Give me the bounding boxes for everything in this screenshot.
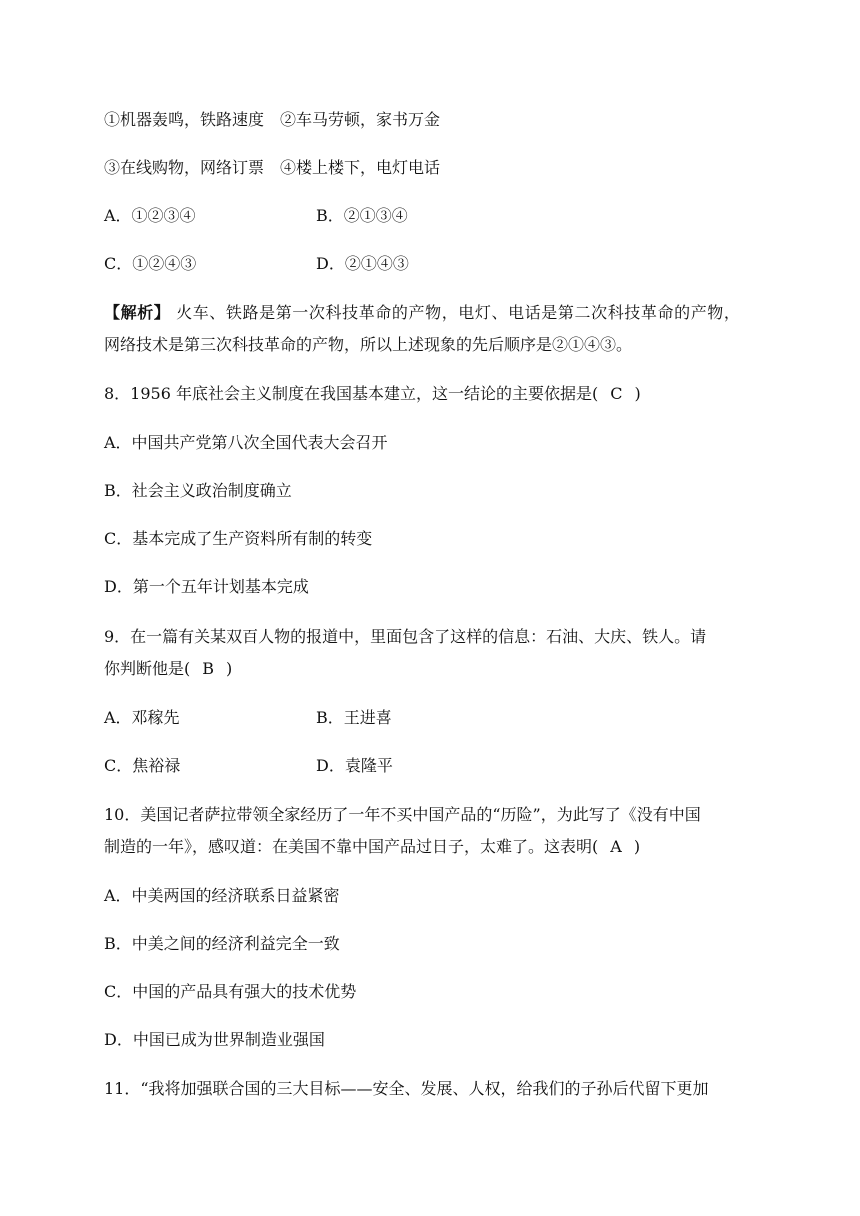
q9-stem-close: ) [226, 659, 233, 678]
q8-option-b: B．社会主义政治制度确立 [104, 481, 292, 500]
q10-answer: A [610, 837, 622, 856]
q7-items-row1 [104, 109, 440, 131]
q11-stem-line1: 11．“我将加强联合国的三大目标——安全、发展、人权，给我们的子孙后代留下更加 [104, 1079, 709, 1098]
q9-stem-line2 [104, 658, 232, 680]
q8-stem-text: 8．1956 年底社会主义制度在我国基本建立，这一结论的主要依据是( [104, 384, 599, 403]
q7-option-c: C．①②④③ [104, 254, 197, 273]
q9-stem-text: 你判断他是( [104, 659, 191, 678]
q9-option-b: B．王进喜 [316, 708, 392, 727]
q7-item-2: ②车马劳顿，家书万金 [280, 110, 441, 129]
q7-item-4: ④楼上楼下，电灯电话 [280, 158, 441, 177]
q10-option-d: D．中国已成为世界制造业强国 [104, 1030, 325, 1049]
q9-option-a: A．邓稼先 [104, 708, 180, 727]
q10-stem-line2 [104, 836, 640, 858]
q8-stem [104, 383, 641, 405]
q7-option-d: D．②①④③ [316, 254, 409, 273]
q9-option-d: D．袁隆平 [316, 756, 393, 775]
q10-stem-line1: 10．美国记者萨拉带领全家经历了一年不买中国产品的“历险”，为此写了《没有中国 [104, 805, 701, 824]
q10-stem-text: 制造的一年》，感叹道：在美国不靠中国产品过日子，太难了。这表明( [104, 837, 599, 856]
q8-option-d: D．第一个五年计划基本完成 [104, 577, 309, 596]
q8-option-c: C．基本完成了生产资料所有制的转变 [104, 529, 373, 548]
q8-answer: C [610, 384, 623, 403]
q9-option-c: C．焦裕禄 [104, 756, 181, 775]
q7-option-b: B．②①③④ [316, 206, 408, 225]
q7-analysis-line1 [104, 302, 741, 324]
q8-option-a: A．中国共产党第八次全国代表大会召开 [104, 433, 388, 452]
q10-option-c: C．中国的产品具有强大的技术优势 [104, 982, 357, 1001]
q7-item-1: ①机器轰鸣，铁路速度 [104, 110, 265, 129]
q7-items-row2 [104, 157, 440, 179]
q7-analysis-line2: 网络技术是第三次科技革命的产物，所以上述现象的先后顺序是②①④③。 [104, 335, 633, 354]
q10-stem-close: ) [633, 837, 641, 856]
analysis-label: 【解析】 [104, 303, 171, 322]
q7-item-3: ③在线购物，网络订票 [104, 158, 265, 177]
analysis-text-1: 火车、铁路是第一次科技革命的产物，电灯、电话是第二次科技革命的产物， [176, 303, 741, 322]
q8-stem-close: ) [634, 384, 641, 403]
q9-stem-line1: 9．在一篇有关某双百人物的报道中，里面包含了这样的信息：石油、大庆、铁人。请 [104, 627, 707, 646]
q10-option-b: B．中美之间的经济利益完全一致 [104, 934, 340, 953]
q7-option-a: A．①②③④ [104, 206, 196, 225]
q9-answer: B [202, 659, 215, 678]
q10-option-a: A．中美两国的经济联系日益紧密 [104, 886, 340, 905]
